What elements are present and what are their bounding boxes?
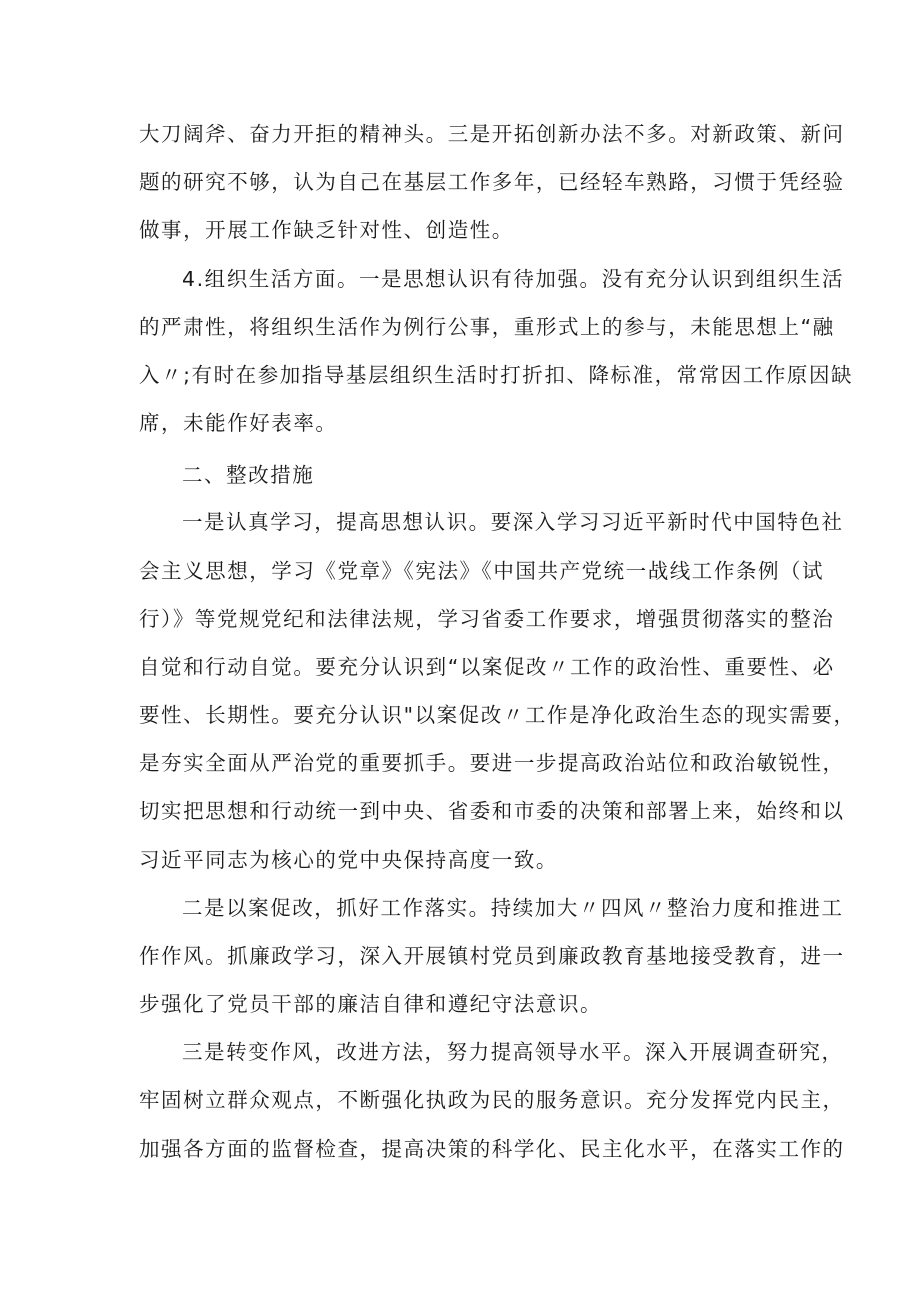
paragraph-line: 大刀阔斧、奋力开拒的精神头。三是开拓创新办法不多。对新政策、新问 — [139, 122, 845, 146]
paragraph-line: 做事，开展工作缺乏针对性、创造性。 — [139, 218, 514, 242]
paragraph-line: 步强化了党员干部的廉洁自律和遵纪守法意识。 — [139, 992, 603, 1016]
paragraph-line: 切实把思想和行动统一到中央、省委和市委的决策和部署上来，始终和以 — [139, 799, 845, 823]
paragraph-line: 牢固树立群众观点，不断强化执政为民的服务意识。充分发挥党内民主， — [139, 1088, 845, 1112]
paragraph-line: 一是认真学习，提高思想认识。要深入学习习近平新时代中国特色社 — [182, 510, 844, 534]
paragraph-line: 作作风。抓廉政学习，深入开展镇村党员到廉政教育基地接受教育，进一 — [139, 944, 845, 968]
paragraph-line: 入〃;有时在参加指导基层组织生活时打折扣、降标准，常常因工作原因缺 — [139, 363, 854, 387]
paragraph-line: 习近平同志为核心的党中央保持高度一致。 — [139, 848, 558, 872]
paragraph-line: 自觉和行动自觉。要充分认识到“以案促改〃工作的政治性、重要性、必 — [139, 655, 835, 679]
paragraph-line: 三是转变作风，改进方法，努力提高领导水平。深入开展调查研究， — [182, 1040, 844, 1064]
paragraph-line: 是夯实全面从严治党的重要抓手。要进一步提高政治站位和政治敏锐性， — [139, 751, 845, 775]
paragraph-line: 要性、长期性。要充分认识"以案促改〃工作是净化政治生态的现实需要， — [139, 703, 856, 727]
paragraph-line: 题的研究不够，认为自己在基层工作多年，已经轻车熟路，习惯于凭经验 — [139, 170, 845, 194]
paragraph-line: 会主义思想，学习《党章》《宪法》《中国共产党统一战线工作条例（试 — [139, 559, 825, 583]
paragraph-line: 行）》等党规党纪和法律法规，学习省委工作要求，增强贯彻落实的整治 — [139, 607, 835, 631]
paragraph-line: 席，未能作好表率。 — [139, 411, 338, 435]
paragraph-line: 的严肃性，将组织生活作为例行公事，重形式上的参与，未能思想上“融 — [139, 315, 835, 339]
paragraph-line: 二是以案促改，抓好工作落实。持续加大〃四风〃整治力度和推进工 — [182, 896, 844, 920]
section-heading: 二、整改措施 — [182, 463, 315, 487]
paragraph-line: 加强各方面的监督检查，提高决策的科学化、民主化水平，在落实工作的 — [139, 1137, 845, 1161]
paragraph-line: 4.组织生活方面。一是思想认识有待加强。没有充分认识到组织生活 — [182, 267, 845, 291]
